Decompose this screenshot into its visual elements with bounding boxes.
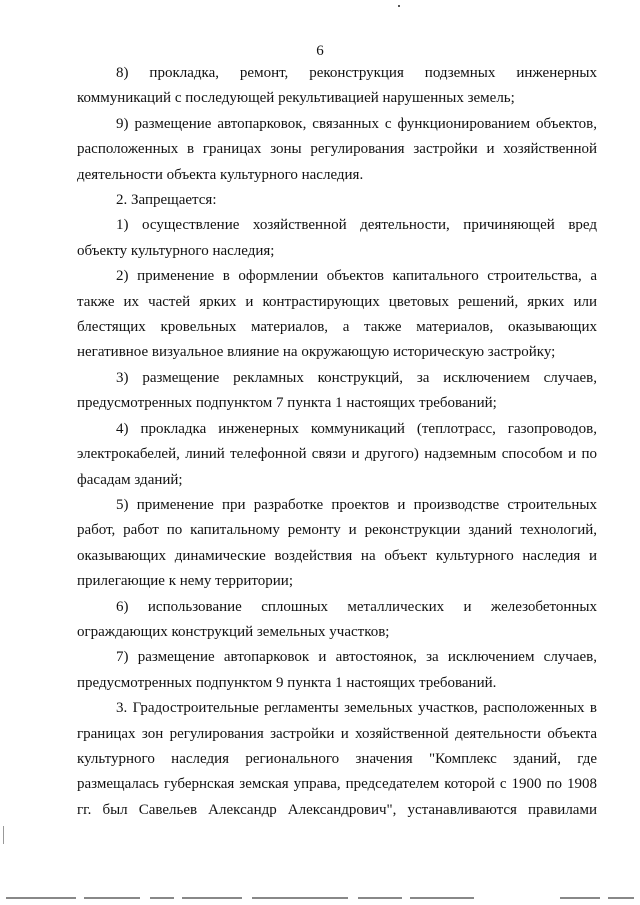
scan-artifact-edge-mark	[3, 826, 4, 844]
paragraph-section-3: 3. Градостроительные регламенты земельных участков, расположенных в границах зон регулирования застройки и хозяйственной деятельности объекта культурного наследия регионального значения "Комплекс зданий, где размещалась губернская земская управа, председателем которой с 1900 по 1908 гг. был Савельев Александр Александрович", устанавливаются правилами	[77, 700, 597, 818]
scan-artifact-dot	[398, 5, 400, 7]
paragraph-section-2-heading: 2. Запрещается:	[116, 192, 217, 209]
paragraph-prohibition-3: 3) размещение рекламных конструкций, за исключением случаев, предусмотренных подпунктом 7 пункта 1 настоящих требований;	[77, 369, 597, 412]
scan-artifact-bottom-edge	[0, 885, 640, 905]
paragraph-prohibition-7: 7) размещение автопарковок и автостоянок, за исключением случаев, предусмотренных подпунктом 9 пункта 1 настоящих требований.	[77, 649, 597, 691]
paragraph-prohibition-6: 6) использование сплошных металлических и железобетонных ограждающих конструкций земельных участков;	[77, 598, 597, 640]
paragraph-item-8: 8) прокладка, ремонт, реконструкция подземных инженерных коммуникаций с последующей рекультивацией нарушенных земель;	[77, 65, 597, 107]
paragraph-prohibition-5: 5) применение при разработке проектов и производстве строительных работ, работ по капитальному ремонту и реконструкции зданий технологий, оказывающих динамические воздействия на объект культурного наследия и прилегающие к нему территории;	[77, 496, 597, 590]
document-body	[77, 61, 597, 823]
paragraph-prohibition-4: 4) прокладка инженерных коммуникаций (теплотрасс, газопроводов, электрокабелей, линий телефонной связи и другого) надземным способом и по фасадам зданий;	[77, 420, 597, 488]
page-number: 6	[316, 43, 324, 59]
paragraph-prohibition-2: 2) применение в оформлении объектов капитального строительства, а также их частей ярких и контрастирующих цветовых решений, ярких или блестящих кровельных материалов, а также материалов, оказывающих негативное визуальное влияние на окружающую историческую застройку;	[77, 268, 597, 361]
paragraph-prohibition-1: 1) осуществление хозяйственной деятельности, причиняющей вред объекту культурного наследия;	[77, 217, 597, 259]
paragraph-item-9: 9) размещение автопарковок, связанных с функционированием объектов, расположенных в границах зоны регулирования застройки и хозяйственной деятельности объекта культурного наследия.	[77, 115, 597, 183]
